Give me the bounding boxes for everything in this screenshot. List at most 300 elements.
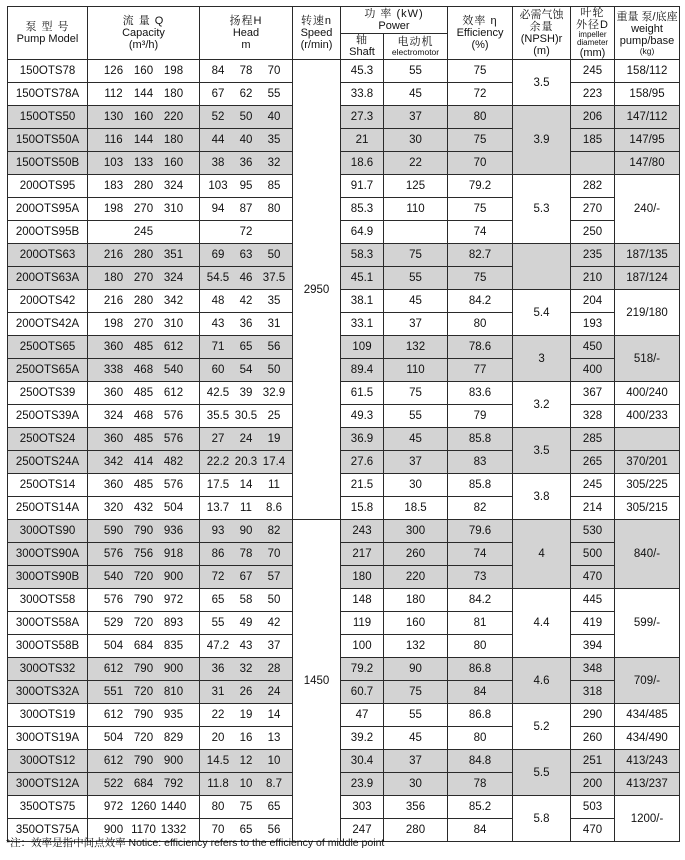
head-cell — [200, 474, 293, 497]
model-cell: 300OTS90B — [8, 566, 88, 589]
head-cell — [200, 359, 293, 382]
table-row — [8, 635, 680, 658]
impeller-cell: 328 — [571, 405, 615, 428]
npsh-cell: 3.5 — [513, 428, 571, 474]
shaft-power-cell: 64.9 — [341, 221, 384, 244]
efficiency-cell: 75 — [448, 129, 513, 152]
table-row — [8, 382, 680, 405]
head-value: 11 — [240, 502, 252, 514]
motor-power-cell — [384, 221, 448, 244]
impeller-cell: 206 — [571, 106, 615, 129]
head-value: 43 — [211, 318, 225, 330]
head-value: 48 — [211, 295, 225, 307]
model-cell: 250OTS14A — [8, 497, 88, 520]
model-cell: 250OTS24A — [8, 451, 88, 474]
efficiency-cell: 75 — [448, 267, 513, 290]
head-value: 46 — [239, 272, 253, 284]
table-row — [8, 704, 680, 727]
shaft-power-cell: 217 — [341, 543, 384, 566]
head-value: 31 — [267, 318, 281, 330]
impeller-cell: 503 — [571, 796, 615, 819]
npsh-cell: 5.3 — [513, 175, 571, 244]
head-value: 32 — [239, 663, 253, 675]
capacity-value: 342 — [103, 456, 124, 468]
table-row — [8, 681, 680, 704]
capacity-cell — [88, 359, 200, 382]
head-value: 70 — [267, 548, 281, 560]
capacity-value: 144 — [133, 134, 154, 146]
capacity-cell — [88, 175, 200, 198]
head-cell — [200, 221, 293, 244]
head-value: 24 — [267, 686, 281, 698]
table-row — [8, 543, 680, 566]
model-cell: 150OTS78 — [8, 60, 88, 83]
head-value: 70 — [267, 65, 281, 77]
motor-power-cell: 110 — [384, 198, 448, 221]
impeller-cell: 235 — [571, 244, 615, 267]
motor-power-cell: 30 — [384, 129, 448, 152]
efficiency-cell: 79 — [448, 405, 513, 428]
npsh-cell: 5.4 — [513, 290, 571, 336]
motor-power-cell: 132 — [384, 635, 448, 658]
table-row — [8, 359, 680, 382]
capacity-value: 360 — [103, 341, 124, 353]
model-cell: 150OTS50A — [8, 129, 88, 152]
model-cell: 300OTS58A — [8, 612, 88, 635]
capacity-value: 612 — [163, 387, 184, 399]
efficiency-cell: 83 — [448, 451, 513, 474]
capacity-value: 116 — [104, 134, 123, 146]
capacity-value: 144 — [133, 88, 154, 100]
head-value: 17.4 — [262, 456, 286, 468]
model-cell: 300OTS32A — [8, 681, 88, 704]
table-row — [8, 129, 680, 152]
impeller-cell: 200 — [571, 773, 615, 796]
impeller-cell: 419 — [571, 612, 615, 635]
efficiency-cell: 79.2 — [448, 175, 513, 198]
capacity-value: 482 — [163, 456, 184, 468]
capacity-value: 160 — [133, 65, 154, 77]
capacity-value: 540 — [103, 571, 124, 583]
capacity-cell — [88, 612, 200, 635]
head-value: 72 — [211, 571, 225, 583]
header-weight: 重量 泵/底座 weight pump/base (kg) — [615, 7, 680, 60]
head-cell — [200, 704, 293, 727]
head-cell — [200, 152, 293, 175]
motor-power-cell: 18.5 — [384, 497, 448, 520]
shaft-power-cell: 23.9 — [341, 773, 384, 796]
capacity-value: 1440 — [160, 801, 187, 813]
impeller-cell: 450 — [571, 336, 615, 359]
head-value: 8.7 — [266, 778, 282, 790]
npsh-cell: 3.9 — [513, 106, 571, 175]
capacity-value: 790 — [133, 594, 154, 606]
capacity-value: 918 — [163, 548, 184, 560]
capacity-value: 103 — [103, 157, 124, 169]
head-value: 35 — [267, 295, 281, 307]
head-cell — [200, 290, 293, 313]
shaft-power-cell: 89.4 — [341, 359, 384, 382]
motor-power-cell: 75 — [384, 244, 448, 267]
capacity-value: 485 — [133, 479, 154, 491]
impeller-cell — [571, 152, 615, 175]
efficiency-cell: 84 — [448, 681, 513, 704]
model-cell: 300OTS58 — [8, 589, 88, 612]
head-cell — [200, 497, 293, 520]
capacity-value: 338 — [103, 364, 124, 376]
capacity-value: 504 — [103, 732, 124, 744]
capacity-value: 180 — [163, 134, 184, 146]
weight-cell: 147/80 — [615, 152, 680, 175]
capacity-value: 540 — [163, 364, 184, 376]
npsh-cell: 5.2 — [513, 704, 571, 750]
motor-power-cell: 45 — [384, 428, 448, 451]
weight-cell: 158/95 — [615, 83, 680, 106]
npsh-cell: 3.2 — [513, 382, 571, 428]
head-value: 42 — [267, 617, 281, 629]
head-value: 37 — [267, 640, 281, 652]
capacity-value: 893 — [163, 617, 184, 629]
shaft-power-cell: 21.5 — [341, 474, 384, 497]
efficiency-cell: 84.2 — [448, 589, 513, 612]
capacity-value: 551 — [103, 686, 124, 698]
head-value: 28 — [267, 663, 281, 675]
capacity-value: 900 — [163, 663, 184, 675]
head-value: 42 — [239, 295, 253, 307]
capacity-cell — [88, 106, 200, 129]
table-row — [8, 267, 680, 290]
speed-cell: 1450 — [293, 520, 341, 842]
capacity-value: 342 — [163, 295, 184, 307]
head-value: 10 — [239, 778, 253, 790]
npsh-cell: 3 — [513, 336, 571, 382]
shaft-power-cell: 49.3 — [341, 405, 384, 428]
weight-cell: 240/- — [615, 175, 680, 244]
efficiency-cell: 74 — [448, 221, 513, 244]
capacity-value: 612 — [163, 341, 184, 353]
motor-power-cell: 55 — [384, 405, 448, 428]
capacity-cell — [88, 336, 200, 359]
capacity-cell — [88, 313, 200, 336]
capacity-value: 432 — [133, 502, 154, 514]
head-cell — [200, 589, 293, 612]
capacity-value: 130 — [103, 111, 124, 123]
shaft-power-cell: 36.9 — [341, 428, 384, 451]
capacity-cell — [88, 750, 200, 773]
capacity-value: 935 — [163, 709, 184, 721]
efficiency-cell: 84 — [448, 819, 513, 842]
model-cell: 200OTS42A — [8, 313, 88, 336]
head-value: 54 — [239, 364, 253, 376]
shaft-power-cell: 38.1 — [341, 290, 384, 313]
head-value: 87 — [239, 203, 253, 215]
header-model: 泵 型 号 Pump Model — [8, 7, 88, 60]
head-value: 12 — [239, 755, 253, 767]
head-value: 36 — [239, 157, 253, 169]
head-cell — [200, 83, 293, 106]
header-power: 功 率 (kW) Power — [341, 7, 448, 34]
capacity-cell — [88, 83, 200, 106]
head-value: 22 — [211, 709, 225, 721]
header-shaft: 轴 Shaft — [341, 33, 384, 60]
motor-power-cell: 37 — [384, 313, 448, 336]
table-row — [8, 83, 680, 106]
capacity-value: 112 — [104, 88, 123, 100]
capacity-value: 468 — [133, 410, 154, 422]
capacity-value: 485 — [133, 341, 154, 353]
impeller-cell: 214 — [571, 497, 615, 520]
motor-power-cell: 30 — [384, 474, 448, 497]
table-row — [8, 60, 680, 83]
capacity-value: 576 — [163, 433, 184, 445]
capacity-value: 360 — [103, 433, 124, 445]
capacity-cell — [88, 773, 200, 796]
head-value: 75 — [239, 801, 253, 813]
capacity-value: 590 — [103, 525, 124, 537]
capacity-value: 576 — [103, 594, 124, 606]
efficiency-cell: 80 — [448, 727, 513, 750]
impeller-cell: 210 — [571, 267, 615, 290]
motor-power-cell: 300 — [384, 520, 448, 543]
model-cell: 250OTS14 — [8, 474, 88, 497]
head-value: 30.5 — [234, 410, 258, 422]
head-value: 35 — [267, 134, 281, 146]
impeller-cell: 348 — [571, 658, 615, 681]
head-value: 11 — [268, 479, 280, 491]
impeller-cell: 260 — [571, 727, 615, 750]
table-row — [8, 658, 680, 681]
capacity-value: 468 — [133, 364, 154, 376]
shaft-power-cell: 33.8 — [341, 83, 384, 106]
head-value: 90 — [239, 525, 253, 537]
capacity-value: 972 — [103, 801, 124, 813]
model-cell: 200OTS63 — [8, 244, 88, 267]
capacity-cell — [88, 566, 200, 589]
head-cell — [200, 566, 293, 589]
efficiency-cell: 74 — [448, 543, 513, 566]
shaft-power-cell: 30.4 — [341, 750, 384, 773]
capacity-value: 183 — [103, 180, 124, 192]
head-cell — [200, 198, 293, 221]
capacity-value: 324 — [163, 272, 184, 284]
capacity-cell — [88, 267, 200, 290]
impeller-cell: 400 — [571, 359, 615, 382]
motor-power-cell: 37 — [384, 451, 448, 474]
efficiency-cell: 82.7 — [448, 244, 513, 267]
shaft-power-cell: 243 — [341, 520, 384, 543]
head-value: 36 — [239, 318, 253, 330]
efficiency-cell: 86.8 — [448, 704, 513, 727]
model-cell: 150OTS78A — [8, 83, 88, 106]
head-value: 65 — [239, 341, 253, 353]
shaft-power-cell: 45.1 — [341, 267, 384, 290]
model-cell: 150OTS50B — [8, 152, 88, 175]
capacity-value: 504 — [103, 640, 124, 652]
motor-power-cell: 90 — [384, 658, 448, 681]
capacity-cell — [88, 658, 200, 681]
capacity-value: 790 — [133, 525, 154, 537]
header-capacity: 流 量 Q Capacity (m³/h) — [88, 7, 200, 60]
capacity-value: 1332 — [160, 824, 187, 836]
model-cell: 250OTS65A — [8, 359, 88, 382]
motor-power-cell: 75 — [384, 681, 448, 704]
motor-power-cell: 220 — [384, 566, 448, 589]
capacity-value: 522 — [103, 778, 124, 790]
capacity-value: 160 — [133, 111, 154, 123]
model-cell: 250OTS24 — [8, 428, 88, 451]
motor-power-cell: 55 — [384, 704, 448, 727]
weight-cell: 1200/- — [615, 796, 680, 842]
impeller-cell: 470 — [571, 819, 615, 842]
efficiency-cell: 72 — [448, 83, 513, 106]
head-value: 56 — [267, 341, 281, 353]
weight-cell: 518/- — [615, 336, 680, 382]
weight-cell: 158/112 — [615, 60, 680, 83]
capacity-value: 936 — [163, 525, 184, 537]
capacity-value: 829 — [163, 732, 184, 744]
head-value: 50 — [267, 249, 281, 261]
head-value: 25 — [267, 410, 281, 422]
shaft-power-cell: 33.1 — [341, 313, 384, 336]
motor-power-cell: 260 — [384, 543, 448, 566]
head-value: 50 — [267, 594, 281, 606]
weight-cell: 147/112 — [615, 106, 680, 129]
model-cell: 300OTS12 — [8, 750, 88, 773]
head-cell — [200, 267, 293, 290]
head-value: 55 — [267, 88, 281, 100]
head-value: 56 — [267, 824, 281, 836]
impeller-cell: 251 — [571, 750, 615, 773]
capacity-value: 756 — [133, 548, 154, 560]
head-value: 24 — [239, 433, 253, 445]
head-value: 84 — [211, 65, 225, 77]
capacity-value: 324 — [163, 180, 184, 192]
npsh-cell: 4 — [513, 520, 571, 589]
head-cell — [200, 405, 293, 428]
capacity-value: 310 — [163, 318, 184, 330]
head-value: 58 — [239, 594, 253, 606]
capacity-cell — [88, 451, 200, 474]
shaft-power-cell: 15.8 — [341, 497, 384, 520]
head-value: 80 — [211, 801, 225, 813]
header-npsh: 必需气蚀 余量 (NPSH)r (m) — [513, 7, 571, 60]
model-cell: 200OTS95A — [8, 198, 88, 221]
shaft-power-cell: 58.3 — [341, 244, 384, 267]
capacity-cell — [88, 60, 200, 83]
capacity-cell — [88, 635, 200, 658]
capacity-cell — [88, 382, 200, 405]
capacity-value: 198 — [163, 65, 184, 77]
head-value: 44 — [211, 134, 225, 146]
model-cell: 300OTS90 — [8, 520, 88, 543]
shaft-power-cell: 85.3 — [341, 198, 384, 221]
model-cell: 300OTS32 — [8, 658, 88, 681]
capacity-value: 270 — [133, 203, 154, 215]
capacity-value: 720 — [133, 686, 154, 698]
efficiency-cell: 75 — [448, 198, 513, 221]
model-cell: 200OTS95 — [8, 175, 88, 198]
efficiency-cell: 85.8 — [448, 428, 513, 451]
capacity-value: 360 — [103, 387, 124, 399]
motor-power-cell: 37 — [384, 106, 448, 129]
head-value: 62 — [239, 88, 253, 100]
shaft-power-cell: 180 — [341, 566, 384, 589]
motor-power-cell: 180 — [384, 589, 448, 612]
table-row — [8, 336, 680, 359]
model-cell: 350OTS75 — [8, 796, 88, 819]
motor-power-cell: 45 — [384, 83, 448, 106]
capacity-value: 1170 — [131, 824, 156, 836]
head-value: 67 — [239, 571, 253, 583]
head-value: 16 — [239, 732, 253, 744]
header-speed: 转速n Speed (r/min) — [293, 7, 341, 60]
capacity-cell — [88, 221, 200, 244]
capacity-cell — [88, 244, 200, 267]
table-row — [8, 221, 680, 244]
motor-power-cell: 45 — [384, 727, 448, 750]
impeller-cell: 394 — [571, 635, 615, 658]
head-value: 13.7 — [206, 502, 230, 514]
shaft-power-cell: 119 — [341, 612, 384, 635]
capacity-value: 198 — [103, 203, 124, 215]
head-value: 27 — [211, 433, 225, 445]
header-impeller: 叶轮 外径D impeller diameter (mm) — [571, 7, 615, 60]
model-cell: 300OTS90A — [8, 543, 88, 566]
head-value: 70 — [211, 824, 225, 836]
capacity-value: 320 — [103, 502, 124, 514]
capacity-value: 324 — [103, 410, 124, 422]
table-row — [8, 773, 680, 796]
weight-cell: 434/485 — [615, 704, 680, 727]
head-value: 103 — [208, 180, 228, 192]
weight-cell: 413/243 — [615, 750, 680, 773]
footnote: *注：效率是指中间点效率 Notice: efficiency refers to the efficiency of middle point — [6, 837, 385, 849]
head-cell — [200, 382, 293, 405]
table-row — [8, 750, 680, 773]
impeller-cell: 285 — [571, 428, 615, 451]
capacity-value: 720 — [133, 571, 154, 583]
capacity-value: 576 — [163, 479, 184, 491]
motor-power-cell: 45 — [384, 290, 448, 313]
efficiency-cell: 80 — [448, 635, 513, 658]
table-row — [8, 520, 680, 543]
npsh-cell: 5.5 — [513, 750, 571, 796]
capacity-value: 790 — [133, 755, 154, 767]
header-motor: 电动机 electromotor — [384, 33, 448, 60]
capacity-cell — [88, 681, 200, 704]
head-value: 60 — [211, 364, 225, 376]
head-cell — [200, 773, 293, 796]
header-head: 扬程H Head m — [200, 7, 293, 60]
efficiency-cell: 78 — [448, 773, 513, 796]
shaft-power-cell: 303 — [341, 796, 384, 819]
capacity-value: 612 — [103, 755, 124, 767]
capacity-value: 900 — [103, 824, 124, 836]
efficiency-cell: 82 — [448, 497, 513, 520]
head-cell — [200, 60, 293, 83]
capacity-value: 792 — [163, 778, 184, 790]
capacity-value: 180 — [103, 272, 124, 284]
table-row — [8, 497, 680, 520]
weight-cell: 187/135 — [615, 244, 680, 267]
capacity-value: 790 — [133, 663, 154, 675]
model-cell: 200OTS63A — [8, 267, 88, 290]
head-value: 43 — [239, 640, 253, 652]
head-value: 93 — [211, 525, 225, 537]
weight-cell: 840/- — [615, 520, 680, 589]
capacity-value: 612 — [103, 663, 124, 675]
head-cell — [200, 612, 293, 635]
